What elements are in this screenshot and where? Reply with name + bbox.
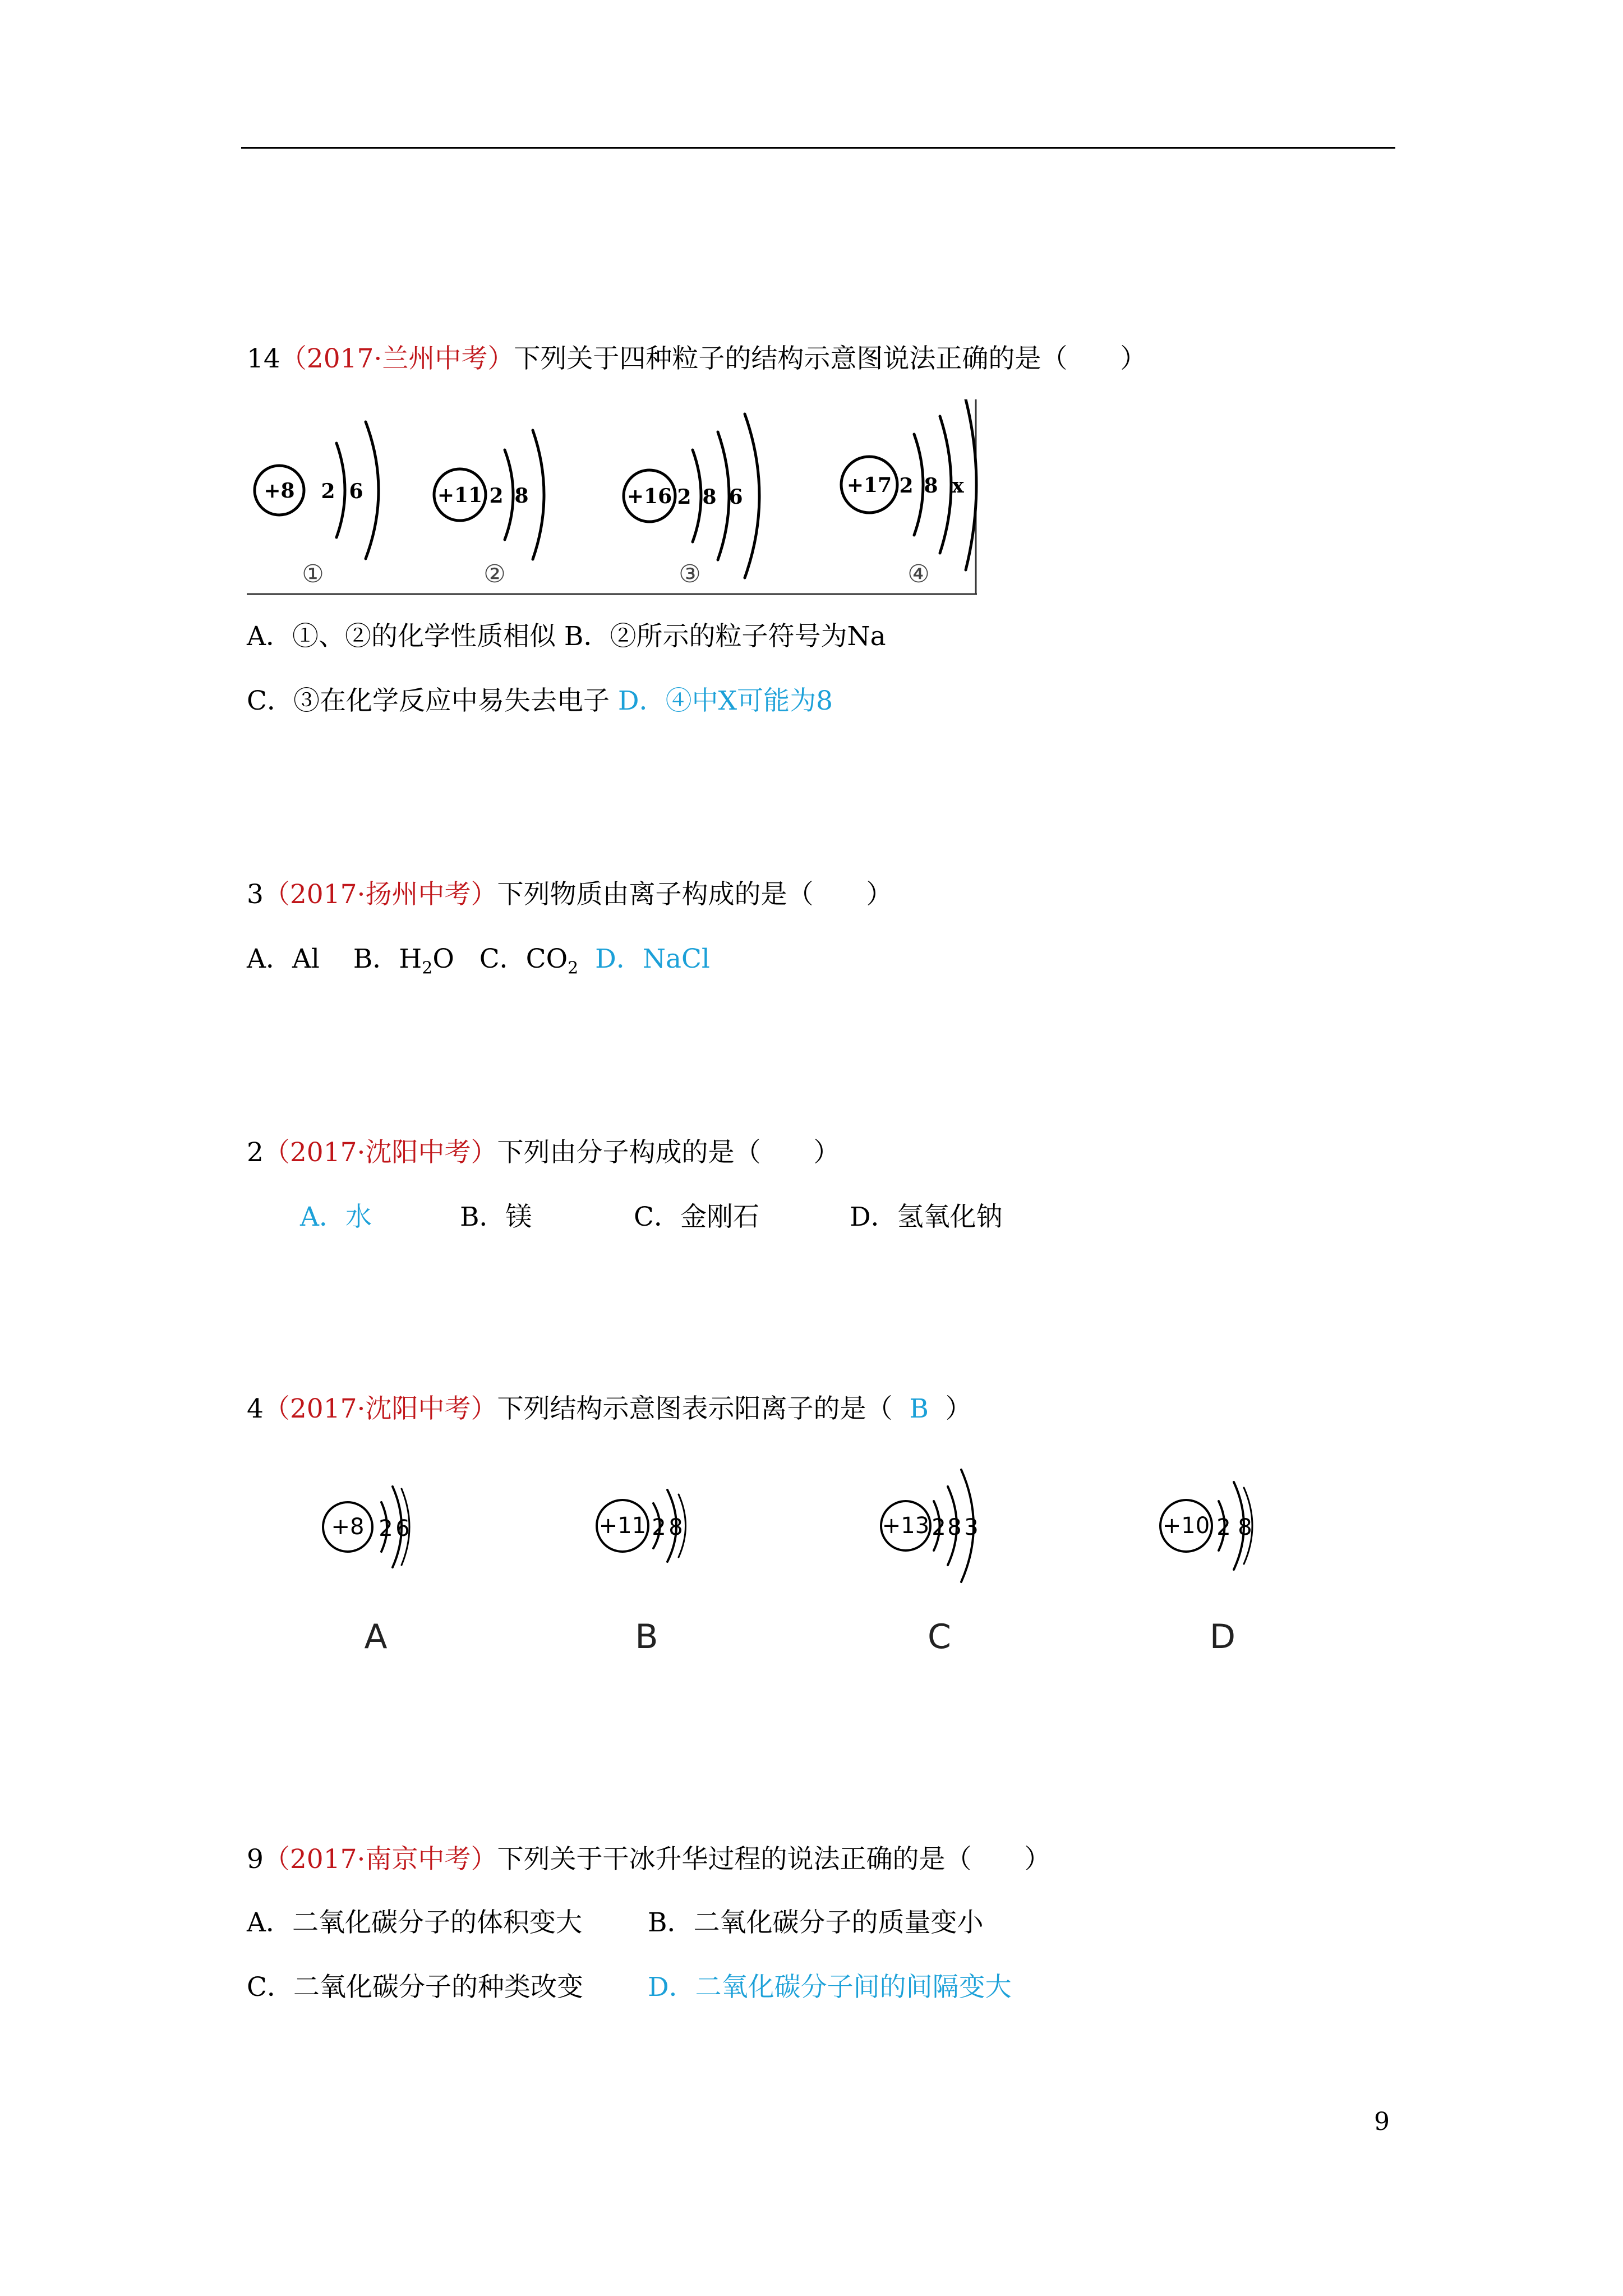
q4-stem-post: ） — [945, 1393, 972, 1424]
q4-c-shell1: 2 — [932, 1515, 946, 1540]
q4-a-label: A — [364, 1617, 388, 1657]
q2-option-c: C．金刚石 — [634, 1202, 759, 1232]
q9-option-d: D．二氧化碳分子间的间隔变大 — [648, 1972, 1012, 2003]
q14-d3-label: ③ — [679, 560, 701, 588]
q14-d1-shell2: 6 — [349, 480, 363, 503]
q2-option-b: B．镁 — [460, 1202, 532, 1232]
q9-stem: 下列关于干冰升华过程的说法正确的是（ ） — [497, 1844, 1051, 1875]
q14-source: （2017·兰州中考） — [280, 343, 514, 374]
q4-source: （2017·沈阳中考） — [263, 1393, 497, 1424]
q14-d4-shell3: x — [952, 474, 964, 498]
q14-d1-label: ① — [302, 560, 324, 588]
q14-options-row2 — [247, 684, 833, 718]
q14-d1-nucleus: +8 — [264, 479, 295, 503]
q3-option-d: D．NaCl — [595, 944, 710, 974]
q9-number: 9 — [247, 1844, 264, 1875]
q3-source: （2017·扬州中考） — [263, 879, 497, 910]
q4-b-nucleus: +11 — [598, 1513, 647, 1539]
q14-d4-shell1: 2 — [899, 474, 914, 498]
q4-d-label: D — [1209, 1617, 1236, 1657]
q2-stem: 下列由分子构成的是（ ） — [497, 1137, 840, 1168]
q3-number: 3 — [247, 879, 264, 910]
q14-options-row1 — [247, 620, 886, 654]
q9-stem-line — [247, 1843, 1050, 1876]
q14-stem-line — [247, 342, 1146, 376]
q14-d4-nucleus: +17 — [846, 473, 892, 497]
q4-c-shell2: 8 — [947, 1515, 962, 1540]
q3-option-c: C．$CO_2$ — [479, 944, 579, 978]
q9-option-c: C．二氧化碳分子的种类改变 — [247, 1972, 583, 2003]
q2-number: 2 — [247, 1137, 264, 1168]
q14-d3-shell1: 2 — [677, 485, 691, 509]
page-number: 9 — [1374, 2108, 1390, 2136]
q14-d2-shell1: 2 — [489, 484, 504, 508]
q14-diagram-figure — [247, 399, 981, 596]
q14-number: 14 — [247, 343, 280, 374]
q3-option-a: A．Al — [247, 944, 320, 974]
q14-option-c: C．③在化学反应中易失去电子 — [247, 685, 610, 716]
q3-stem: 下列物质由离子构成的是（ ） — [497, 879, 893, 910]
q14-stem: 下列关于四种粒子的结构示意图说法正确的是（ ） — [514, 343, 1147, 374]
q14-d2-shell2: 8 — [514, 484, 529, 508]
q4-a-nucleus: +8 — [331, 1514, 365, 1540]
q4-c-label: C — [928, 1617, 951, 1657]
q14-option-d: D．④中X可能为8 — [617, 685, 833, 716]
q4-diagram-figure — [303, 1447, 1267, 1694]
q14-d3-shell3: 6 — [728, 485, 743, 509]
q2-option-a: A．水 — [300, 1202, 372, 1232]
q4-d-shell1: 2 — [1216, 1515, 1231, 1540]
q4-a-shell1: 2 — [379, 1516, 393, 1542]
q14-d1-shell1: 2 — [321, 480, 335, 503]
q9-option-b: B．二氧化碳分子的质量变小 — [648, 1907, 984, 1938]
q4-c-shell3: 3 — [964, 1515, 979, 1540]
q14-option-b: B．②所示的粒子符号为Na — [564, 621, 886, 652]
q14-option-a: A．①、②的化学性质相似 — [247, 621, 556, 652]
q9-option-a: A．二氧化碳分子的体积变大 — [247, 1907, 582, 1938]
q4-number: 4 — [247, 1393, 264, 1424]
q2-stem-line — [247, 1136, 840, 1170]
q2-source: （2017·沈阳中考） — [263, 1137, 497, 1168]
q4-b-shell1: 2 — [652, 1515, 666, 1540]
header-rule — [241, 147, 1395, 149]
q4-a-shell2: 6 — [395, 1516, 410, 1542]
q9-source: （2017·南京中考） — [263, 1844, 497, 1875]
q4-b-shell2: 8 — [668, 1515, 683, 1540]
q4-b-label: B — [635, 1617, 658, 1657]
q14-d3-shell2: 8 — [702, 485, 717, 509]
q4-stem-pre: 下列结构示意图表示阳离子的是（ — [497, 1393, 893, 1424]
q14-d3-nucleus: +16 — [626, 485, 672, 508]
q4-answer: B — [909, 1393, 929, 1424]
q3-options-row — [247, 942, 710, 985]
q4-d-nucleus: +10 — [1162, 1513, 1210, 1539]
q2-option-d: D．氢氧化钠 — [850, 1202, 1003, 1232]
q14-d4-label: ④ — [907, 560, 930, 588]
q3-option-b: B．$H_2O$ — [353, 944, 454, 978]
q3-stem-line — [247, 878, 892, 912]
q4-d-shell2: 8 — [1238, 1515, 1252, 1540]
q14-d2-label: ② — [483, 560, 506, 588]
q14-d2-nucleus: +11 — [437, 484, 483, 507]
q4-stem-line — [247, 1392, 972, 1426]
q14-d4-shell2: 8 — [924, 474, 938, 498]
q4-c-nucleus: +13 — [882, 1513, 930, 1539]
